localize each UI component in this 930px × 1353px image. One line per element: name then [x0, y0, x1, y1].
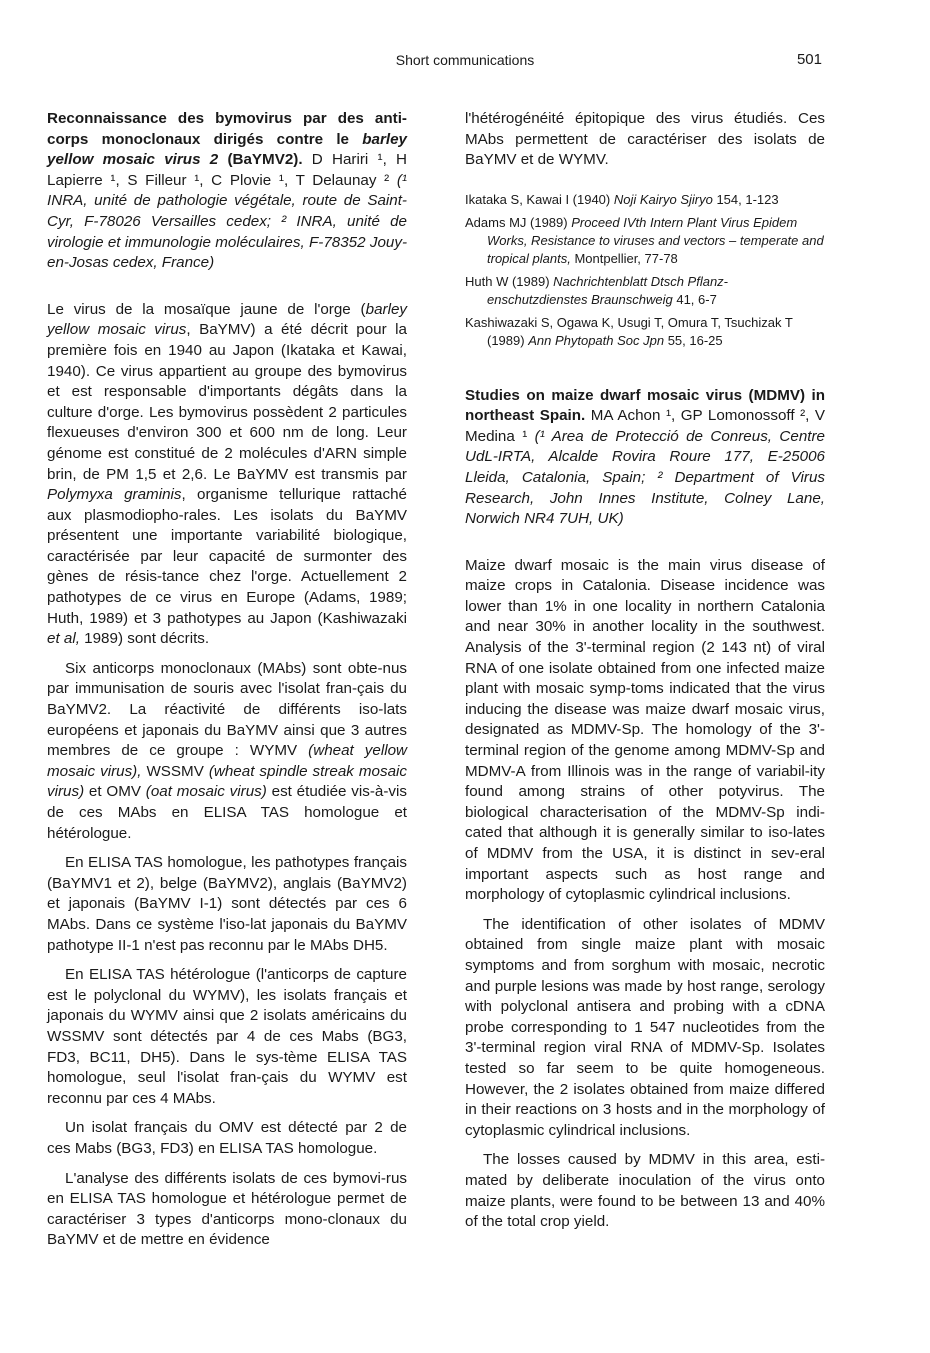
- running-title: Short communications: [395, 52, 535, 68]
- reference-item: Huth W (1989) Nachrichtenblatt Dtsch Pflanz-enschutzdienstes Braunschweig 41, 6-7: [465, 274, 729, 307]
- page-number: 501: [796, 51, 822, 68]
- paragraph-1: Le virus de la mosaïque jaune de l'orge (barley yellow mosaic virus, BaYMV) a été décrit pour la première fois en 1940 au Japon (Ikataka et Kawai, 1940). Ce virus appartient au groupe des bymovirus et est responsable d'importants dégâts dans la culture d'orge. Les bymovirus possèdent 2 particules flexueuses d'environ 300 et 600 nm de long. Leur génome est constitué de 2 molécules d'ARN simple brin, de PM 1,5 et 2,6. Le BaYMV est transmis par Polymyxa graminis, organisme tellurique rattaché aux plasmodiopho-rales. Les isolats du BaYMV présentent une importante variabilité biologique, caractérisée par leur capacité de surmonter des gènes de résis-tance chez l'orge. Actuellement 2 pathotypes de ce virus en Europe (Adams, 1989; Huth, 1989) et 3 pathotypes au Japon (Kashiwazaki et al, 1989) sont décrits.: [47, 300, 407, 648]
- right-column: [465, 109, 825, 1242]
- paragraph-6: L'analyse des différents isolats de ces bymovi-rus en ELISA TAS homologue et hétérologue permet de caractériser 3 types d'anticorps mono-clonaux du BaYMV et de mettre en évidence: [47, 1169, 407, 1249]
- abstract-2-title: Studies on maize dwarf mosaic virus (MDMV) in northeast Spain.: [465, 386, 825, 425]
- paragraph-8: The identification of other isolates of MDMV obtained from single maize plant with mosaic symptoms and from sorghum with mosaic, necrotic and purple lesions was made by host range, serology with polyclonal antisera and probing with a cDNA probe corresponding to 1 547 nucleotides from the 3'-terminal region viral RNA of MDMV-Sp. Isolates tested so far seem to be quite homogeneous. However, the 2 isolates obtained from maize differed in their reactions on 3 hosts and in the morphology of cytoplasmic cylindrical inclusions.: [465, 915, 825, 1139]
- abstract-1-title: Reconnaissance des bymovirus par des anti-corps monoclonaux dirigés contre le barley yellow mosaic virus 2 (BaYMV2).: [47, 110, 407, 169]
- abstract-2-heading: [465, 386, 825, 530]
- reference-list: [465, 191, 825, 350]
- left-column: [47, 109, 407, 1260]
- paragraph-9: The losses caused by MDMV in this area, esti-mated by deliberate inoculation of the virus onto maize plants, were found to be between 13 and 40% of the total crop yield.: [465, 1151, 825, 1231]
- paragraph-7: Maize dwarf mosaic is the main virus disease of maize crops in Catalonia. Disease incidence was lower than 1% in one locality in northern Catalonia and near 30% in another locality in the southwest. Analysis of the 3'-terminal region (2 143 nt) of viral RNA of one isolate obtained from one infected maize plant with mosaic symp-toms indicated that the virus inducing the disease was maize dwarf mosaic virus, designated as MDMV-Sp. The homology of the 3'-terminal region of the genome among MDMV-Sp and MDMV-A from Illinois was in the range of variabil-ity found among strains of other potyvirus. The biological characterisation of the MDMV-Sp indi-cated that although it is generally similar to iso-lates of MDMV from the USA, it is distinct in sev-eral important aspects such as host range and morphology of cytoplasmic cylindrical inclusions.: [465, 556, 825, 904]
- paragraph-continued: l'hétérogénéité épitopique des virus étudiés. Ces MAbs permettent de caractériser des isolats de BaYMV et de WYMV.: [465, 110, 825, 169]
- abstract-2-affiliations: (¹ Area de Protecció de Conreus, Centre UdL-IRTA, Alcalde Rovira Roure 177, E-25006 Lleida, Catalonia, Spain; ² Department of Virus Research, John Innes Institute, Colney Lane, Norwich NR4 7UH, UK): [465, 427, 825, 528]
- abstract-2-authors: MA Achon ¹, GP Lomonossoff ², V Medina ¹: [465, 407, 825, 445]
- abstract-1-affiliations: (¹ INRA, unité de pathologie végétale, route de Saint-Cyr, F-78026 Versailles cedex; ² INRA, unité de virologie et immunologie moléculaires, F-78352 Jouy-en-Josas cedex, France): [47, 171, 407, 272]
- reference-item: Ikataka S, Kawai I (1940) Noji Kairyo Sjiryo 154, 1-123: [465, 191, 779, 207]
- abstract-1-heading: [47, 109, 407, 274]
- abstract-1-authors: D Hariri ¹, H Lapierre ¹, S Filleur ¹, C Plovie ¹, T Delaunay ²: [47, 151, 407, 189]
- paragraph-4: En ELISA TAS hétérologue (l'anticorps de capture est le polyclonal du WYMV), les isolats français et japonais du WYMV ainsi que 2 isolats américains du WSSMV sont détectés par 4 de ces Mabs (BG3, FD3, BC11, DH5). Dans le sys-tème ELISA TAS homologue, seul l'isolat fran-çais du WYMV est reconnu par ces 4 MAbs.: [47, 966, 407, 1107]
- reference-item: Adams MJ (1989) Proceed IVth Intern Plant Virus Epidem Works, Resistance to viruses and vectors – temperate and tropical plants, Montpellier, 77-78: [465, 215, 824, 266]
- reference-item: Kashiwazaki S, Ogawa K, Usugi T, Omura T, Tsuchizak T (1989) Ann Phytopath Soc Jpn 55, 16-25: [465, 315, 793, 348]
- paragraph-5: Un isolat français du OMV est détecté par 2 de ces Mabs (BG3, FD3) en ELISA TAS homologue.: [47, 1119, 407, 1157]
- paragraph-3: En ELISA TAS homologue, les pathotypes français (BaYMV1 et 2), belge (BaYMV2), anglais (BaYMV2) et japonais (BaYMV I-1) sont détectés par ces 6 MAbs. Dans ce système l'iso-lat japonais du BaYMV pathotype II-1 n'est pas reconnu par le MAbs DH5.: [47, 854, 407, 954]
- paragraph-2: Six anticorps monoclonaux (MAbs) sont obte-nus par immunisation de souris avec l'isolat fran-çais du BaYMV2. La réactivité de différents iso-lats européens et japonais du BaYMV ainsi que 3 autres membres de ce groupe : WYMV (wheat yellow mosaic virus), WSSMV (wheat spindle streak mosaic virus) et OMV (oat mosaic virus) est étudiée vis-à-vis de ces MAbs en ELISA TAS homologue et hétérologue.: [47, 659, 407, 842]
